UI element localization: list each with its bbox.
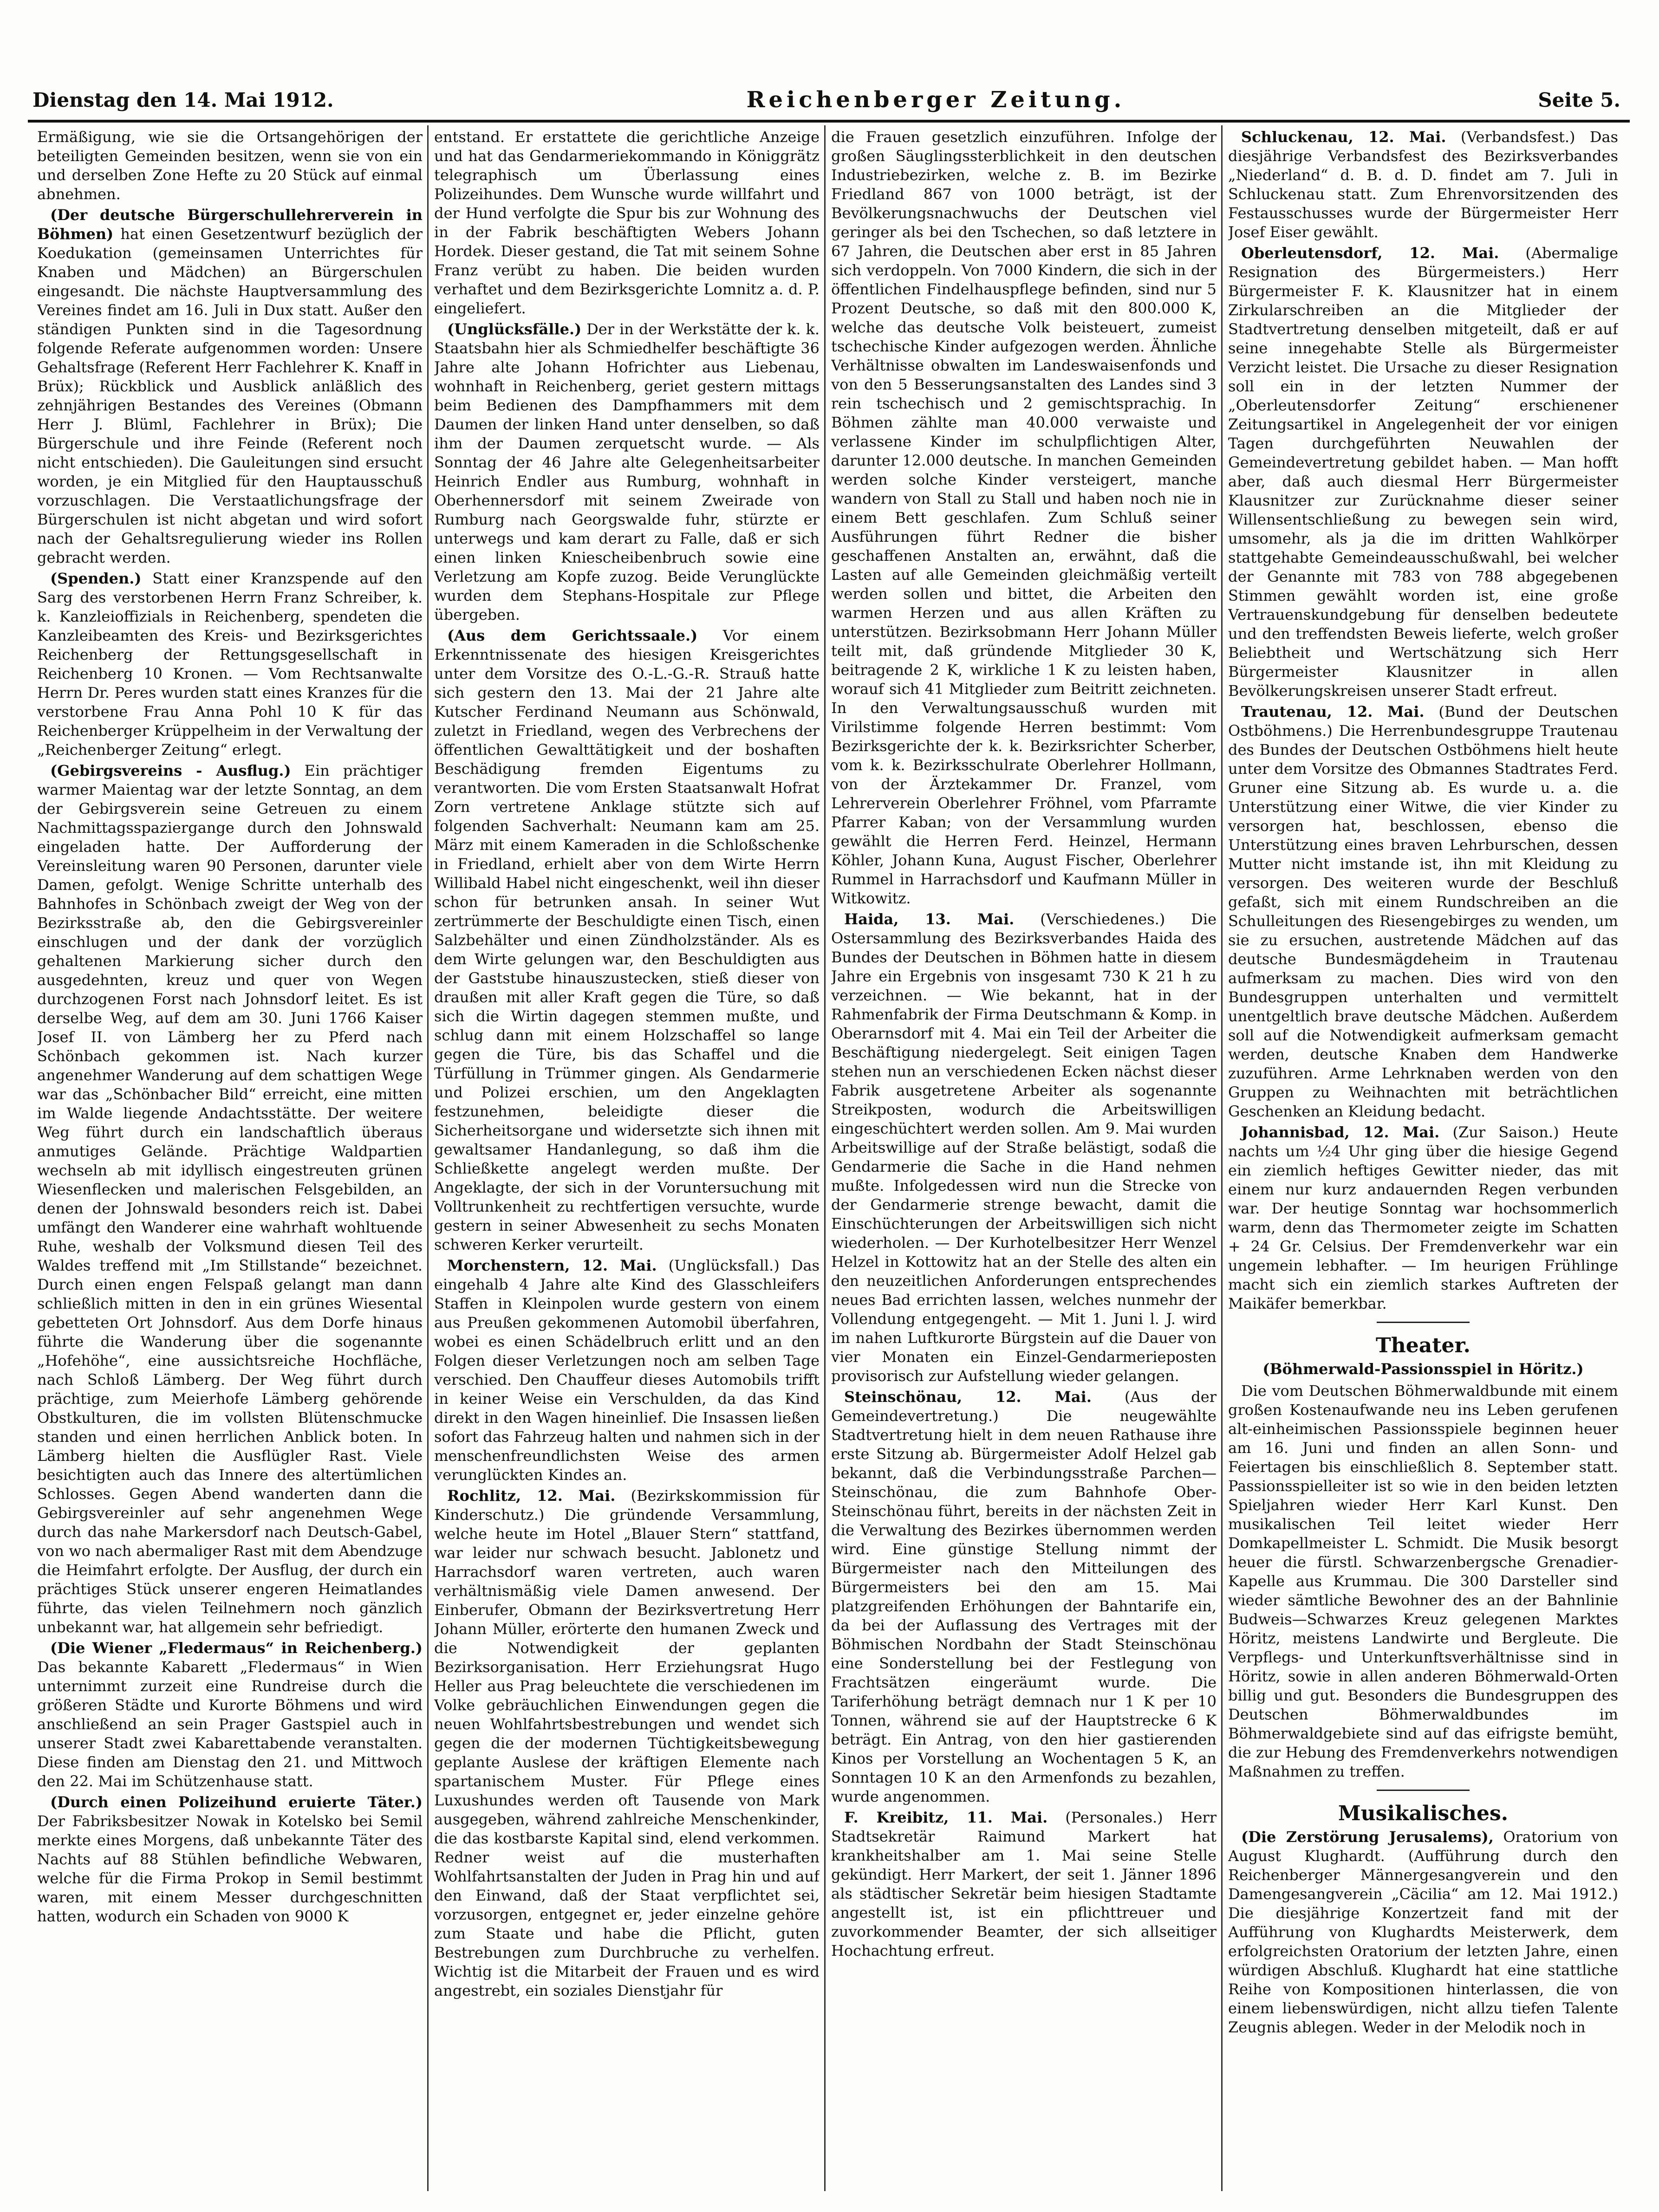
article-text: (Aus der Gemeindevertretung.) Die neugewählte Stadtvertretung hielt in dem neuen Rathause ihre erste Sitzung ab. Bürgermeister Adolf Helzel gab bekannt, daß die Verbindungsstraße Parchen—Steinschönau, die zum Bahnhofe Ober-Steinschönau führt, bereits in der nächsten Zeit in die Verwaltung des Bezirkes übernommen werden wird. Eine günstige Stellung nimmt der Bürgermeister nach den Mitteilungen des Bürgermeisters bei den am 15. Mai platzgreifenden Erhöhungen der Bahntarife ein, da bei der Auflassung des Vertrages mit der Böhmischen Nordbahn der Stadt Steinschönau eine Sonderstellung bei der Festlegung von Frachtsätzen eingeräumt wurde. Die Tariferhöhung beträgt demnach nur 1 K per 10 Tonnen, während sie auf der Hauptstrecke 6 K beträgt. Ein Antrag, von den hier gastierenden Kinos per Vorstellung an Wochentagen 5 K, an Sonntagen 10 K an den Armenfonds zu bezahlen, wurde angenommen. <box>831 1388 1217 1805</box>
article-text: Der Fabriksbesitzer Nowak in Kotelsko bei Semil merkte eines Morgens, daß unbekannte Täter des Nachts auf 88 Stühlen befindliche Webwaren, welche für die Firma Prokop in Semil bestimmt waren, mit einem Messer durchgeschnitten hatten, wodurch ein Schaden von 9000 K <box>37 1812 423 1925</box>
theater-heading: Theater. <box>1375 1334 1470 1357</box>
column-divider <box>824 125 826 2191</box>
article-text: Der in der Werkstätte der k. k. Staatsbahn hier als Schmiedhelfer beschäftigte 36 Jahre alte Johann Hofrichter aus Liebenau, wohnhaft in Reichenberg, geriet gestern mittags beim Bedienen des Dampfhammers mit dem Daumen der linken Hand unter denselben, so daß ihm der Daumen zerquetscht wurde. — Als Sonntag der 46 Jahre alte Gelegenheitsarbeiter Heinrich Endler aus Rumburg, wohnhaft in Oberhennersdorf mit seinem Zweirade von Rumburg nach Georgswalde fuhr, stürzte er unterwegs und kam derart zu Falle, daß er sich einen linken Kniescheibenbruch sowie eine Verletzung am Kopfe zuzog. Beide Verunglückte wurden dem Stephans-Hospitale zur Pflege übergeben. <box>434 320 820 623</box>
article-text: Das bekannte Kabarett „Fledermaus“ in Wien unternimmt zurzeit eine Rundreise durch die größeren Städte und Kurorte Böhmens und wird anschließend an sein Prager Gastspiel auch in unserer Stadt zwei Kabarettabende veranstalten. Diese finden am Dienstag den 21. und Mittwoch den 22. Mai im Schützenhause statt. <box>37 1658 423 1790</box>
article-paragraph <box>831 1388 1217 1806</box>
article-text: hat einen Gesetzentwurf bezüglich der Koedukation (gemeinsamen Unterrichtes für Knaben und Mädchen) an Bürgerschulen eingesandt. Die nächste Hauptversammlung des Vereines findet am 16. Juli in Dux statt. Außer den ständigen Punkten sind in die Tagesordnung folgende Referate aufgenommen worden: Unsere Gehaltsfrage (Referent Herr Fachlehrer K. Knaff in Brüx); Rückblick und Ausblick anläßlich des zehnjährigen Bestandes des Vereines (Obmann Herr J. Blüml, Fachlehrer in Brüx); Die Bürgerschule und ihre Feinde (Referent noch nicht entschieden). Die Gauleitungen sind ersucht worden, je ein Mitglied für den Hauptausschuß vorzuschlagen. Die Verstaatlichungsfrage der Bürgerschulen ist nicht abgetan und wird sofort nach der Gehaltsregulierung wieder ins Rollen gebracht werden. <box>37 225 423 566</box>
column-4-articles <box>1228 128 1618 1313</box>
column-divider <box>1221 125 1223 2191</box>
article-text: (Bezirkskommission für Kinderschutz.) Die gründende Versammlung, welche heute im Hotel „Blauer Stern“ stattfand, war leider nur schwach besucht. Jablonetz und Harrachsdorf waren vertreten, auch waren verhältnismäßig viele Damen anwesend. Der Einberufer, Obmann der Bezirksvertretung Herr Johann Müller, erörterte den humanen Zweck und die Notwendigkeit der geplanten Bezirksorganisation. Herr Erziehungsrat Hugo Heller aus Prag beleuchtete die verschiedenen im Volke gebräuchlichen Einwendungen gegen die neuen Wohlfahrtsbestrebungen und wendet sich gegen die der modernen Tüchtigkeitsbewegung geplante Auslese der kräftigen Elemente nach spartanischem Muster. Für Pflege eines Luxushundes werden oft Tausende von Mark ausgegeben, während zahlreiche Menschenkinder, die das kostbarste Kapital sind, elend verkommen. Redner weist auf die musterhaften Wohlfahrtsanstalten der Juden in Prag hin und auf den Einwand, daß der Staat verpflichtet sei, vorzusorgen, entgegnet er, jeder einzelne gehöre zum Staate und habe die Pflicht, guten Bestrebungen zum Durchbruche zu verhelfen. Wichtig ist die Mitarbeit der Frauen und es wird angestrebt, ein soziales Dienstjahr für <box>434 1487 820 1999</box>
article-title: (Die Wiener „Fledermaus“ in Reichenberg.) <box>50 1639 423 1657</box>
article-text: Ermäßigung, wie sie die Ortsangehörigen der beteiligten Gemeinden besitzen, wenn sie von ein und derselben Zone Hefte zu 20 Stück auf einmal abnehmen. <box>37 128 423 203</box>
article-paragraph <box>1228 1123 1618 1313</box>
article-title: (Aus dem Gerichtssaale.) <box>447 627 698 644</box>
article-paragraph <box>434 626 820 1254</box>
page-header <box>33 84 1620 116</box>
article-title: Trautenau, 12. Mai. <box>1241 703 1425 720</box>
article-title: (Durch einen Polizeihund eruierte Täter.) <box>50 1793 423 1811</box>
article-text: (Verbandsfest.) Das diesjährige Verbandsfest des Bezirksverbandes „Niederland“ d. B. d. D. findet am 7. Juli in Schluckenau statt. Zum Ehrenvorsitzenden des Festausschusses wurde der Bürgermeister Herr Josef Eiser gewählt. <box>1228 128 1618 241</box>
article-paragraph <box>1228 702 1618 1121</box>
article-text: Ein prächtiger warmer Maientag war der letzte Sonntag, an dem der Gebirgsverein seine Getreuen zu einem Nachmittagsspaziergange durch den Johnswald eingeladen hatte. Der Aufforderung der Vereinsleitung waren 90 Personen, darunter viele Damen, gefolgt. Wenige Schritte unterhalb des Bahnhofes in Schönbach zweigt der Weg von der Bezirksstraße ab, den die Gebirgsvereinler einschlugen und der dank der vorzüglich gehaltenen Markierung sicher durch den ausgedehnten, kreuz und quer von Wegen durchzogenen Forst nach Johnsdorf leitet. Es ist derselbe Weg, auf dem am 30. Juni 1766 Kaiser Josef II. von Lämberg her zu Pferd nach Schönbach gekommen ist. Nach kurzer angenehmer Wanderung auf dem schattigen Wege war das „Schönbacher Bild“ erreicht, eine mitten im Walde liegende Andachtsstätte. Der weitere Weg führt durch ein landschaftlich überaus anmutiges Gelände. Prächtige Waldpartien wechseln ab mit idyllisch eingestreuten grünen Wiesenflecken und malerischen Felsgebilden, an denen der Johnswald besonders reich ist. Dabei umfängt den Wanderer eine wahrhaft wohltuende Ruhe, weshalb der Volksmund diesen Teil des Waldes treffend mit „Im Stillstande“ bezeichnet. Durch einen engen Felspaß gelangt man dann schließlich mitten in den in ein grünes Wiesental gebetteten Ort Johnsdorf. Aus dem Dorfe hinaus führte die Wanderung über die sogenannte „Hofehöhe“, eine aussichtsreiche Hochfläche, nach Schloß Lämberg. Der Weg führt durch prächtige, zum Meierhofe Lämberg gehörende Obstkulturen, die im vollsten Blütenschmucke standen und einen herrlichen Anblick boten. In Lämberg hielten die Ausflügler Rast. Viele besichtigten auch das Innere des altertümlichen Schlosses. Gegen Abend wanderten dann die Gebirgsvereinler auf sehr angenehmen Wege durch das nahe Markersdorf nach Deutsch-Gabel, von wo nach abermaliger Rast mit dem Abendzuge die Heimfahrt erfolgte. Der Ausflug, der durch ein prächtiges Stück unserer engeren Heimatlandes führte, das vielen Teilnehmern noch gänzlich unbekannt war, hat allgemein sehr befriedigt. <box>37 762 423 1636</box>
header-page-number: Seite 5. <box>1538 88 1620 111</box>
article-paragraph <box>37 1793 423 1926</box>
article-title: Oberleutensdorf, 12. Mai. <box>1241 244 1499 262</box>
article-text: Statt einer Kranzspende auf den Sarg des verstorbenen Herrn Franz Schreiber, k. k. Kanzleioffizials in Reichenberg, spendeten die Kanzleibeamten des Kreis- und Bezirksgerichtes Reichenberg der Rettungsgesellschaft in Reichenberg 10 Kronen. — Vom Rechtsanwalte Herrn Dr. Peres wurden statt eines Kranzes für die verstorbene Frau Anna Pohl 10 K für das Reichenberger Krüppelheim in der Verwaltung der „Reichenberger Zeitung“ erlegt. <box>37 570 423 759</box>
article-paragraph <box>831 128 1217 908</box>
section-rule <box>1377 1322 1470 1323</box>
article-text: (Verschiedenes.) Die Ostersammlung des Bezirksverbandes Haida des Bundes der Deutschen in Böhmen hatte in diesem Jahre ein Ergebnis von insgesamt 730 K 21 h zu verzeichnen. — Wie bekannt, hat in der Rahmenfabrik der Firma Deutschmann & Komp. in Oberarnsdorf mit 4. Mai ein Teil der Arbeiter die Beschäftigung niedergelegt. Seit einigen Tagen stehen nun an verschiedenen Ecken nächst dieser Fabrik ausgetretene Arbeiter als sogenannte Streikposten, wodurch die Arbeitswilligen eingeschüchtert werden sollen. Am 9. Mai wurden Arbeitswillige auf der Straße belästigt, sodaß die Gendarmerie die Sache in die Hand nehmen mußte. Infolgedessen wird nun die Strecke von der Gendarmerie strenge bewacht, damit die Einschüchterungen der Arbeitswilligen sich nicht wiederholen. — Der Kurhotelbesitzer Herr Wenzel Helzel in Kottowitz hat an der Stelle des alten ein den neuzeitlichen Anforderungen entsprechendes neues Bad errichten lassen, welches nunmehr der Vollendung entgegengeht. — Mit 1. Juni l. J. wird im nahen Luftkurorte Bürgstein auf die Dauer von vier Monaten ein Einzel-Gendarmerieposten provisorisch zur Aufstellung wieder gelangen. <box>831 910 1217 1385</box>
article-paragraph <box>37 569 423 759</box>
theater-subheading: (Böhmerwald-Passionsspiel in Höritz.) <box>1262 1360 1584 1378</box>
theater-text: Die vom Deutschen Böhmerwaldbunde mit einem großen Kostenaufwande neu ins Leben gerufenen alt-einheimischen Passionsspiele beginnen heuer am 16. Juni und finden an allen Sonn- und Feiertagen bis einschließlich 8. September statt. Passionsspielleiter ist so wie in den beiden letzten Spieljahren wieder Herr Karl Kunst. Den musikalischen Teil leitet wieder Herr Domkapellmeister L. Schmidt. Die Musik besorgt heuer die fürstl. Schwarzenbergsche Grenadier-Kapelle aus Krummau. Die 300 Darsteller sind wieder sämtliche Bewohner des an der Bahnlinie Budweis—Schwarzes Kreuz gelegenen Marktes Höritz, meistens Landwirte und Bergleute. Die Verpflegs- und Unterkunftsverhältnisse sind in Höritz, sowie in allen anderen Böhmerwald-Orten billig und gut. Besonders die Bundesgruppen des Deutschen Böhmerwaldbundes im Böhmerwaldgebiete sind auf das eifrigste bemüht, die zur Hebung des Fremdenverkehrs notwendigen Maßnahmen zu treffen. <box>1228 1382 1618 1780</box>
article-paragraph <box>37 1639 423 1791</box>
article-text: (Abermalige Resignation des Bürgermeisters.) Herr Bürgermeister F. K. Klausnitzer hat in einem Zirkularschreiben an die Mitglieder der Stadtvertretung denselben mitgeteilt, daß er auf seine innegehabte Stelle als Bürgermeister Verzicht leistet. Die Ursache zu dieser Resignation soll ein in der letzten Nummer der „Oberleutensdorfer Zeitung“ erschienener Zeitungsartikel in Angelegenheit der vor einigen Tagen durchgeführten Neuwahlen der Gemeindevertretung gebildet haben. — Man hofft aber, daß auch diesmal Herr Bürgermeister Klausnitzer zur Zurücknahme dieser seiner Willensentschließung zu bewegen sein wird, umsomehr, als ja die im dritten Wahlkörper stattgehabte Gemeindeausschußwahl, bei welcher der Genannte mit 783 von 788 abgegebenen Stimmen gewählt worden ist, eine große Vertrauenskundgebung für denselben bedeutete und den treffendsten Beweis lieferte, welch großer Beliebtheit und Wertschätzung sich Herr Bürgermeister Klausnitzer in allen Bevölkerungskreisen unserer Stadt erfreut. <box>1228 244 1618 700</box>
article-paragraph <box>434 320 820 624</box>
article-text: Vor einem Erkenntnissenate des hiesigen Kreisgerichtes unter dem Vorsitze des O.-L.-G.-R. Strauß hatte sich gestern den 13. Mai der 21 Jahre alte Kutscher Ferdinand Neumann aus Schönwald, zuletzt in Friedland, wegen des Verbrechens der öffentlichen Gewalttätigkeit und der boshaften Beschädigung fremden Eigentums zu verantworten. Die vom Ersten Staatsanwalt Hofrat Zorn vertretene Anklage stützte sich auf folgenden Sachverhalt: Neumann kam am 25. März mit einem Kameraden in die Schloßschenke in Friedland, erhielt aber von dem Wirte Herrn Willibald Habel nicht eingeschenkt, weil ihn dieser schon für betrunken ansah. In seiner Wut zertrümmerte der Beschuldigte einen Tisch, einen Salzbehälter und einen Zündholzständer. Als es dem Wirte gelungen war, den Beschuldigten aus der Gaststube hinauszustecken, stieß dieser von draußen mit aller Kraft gegen die Türe, so daß sich die Wirtin dagegen stemmen mußte, und schlug dann mit einem Holzschaffel so lange gegen die Türe, bis das Schaffel und die Türfüllung in Trümmer gingen. Als Gendarmerie und Polizei erschien, um den Angeklagten festzunehmen, beleidigte dieser die Sicherheitsorgane und widersetzte sich ihnen mit gewaltsamer Handanlegung, so daß ihm die Schließkette angelegt werden mußte. Der Angeklagte, der sich in der Voruntersuchung mit Volltrunkenheit zu rechtfertigen versuchte, wurde gestern in seiner Abwesenheit zu sechs Monaten schweren Kerker verurteilt. <box>434 627 820 1253</box>
article-title: Morchenstern, 12. Mai. <box>447 1257 657 1274</box>
article-title: Schluckenau, 12. Mai. <box>1241 128 1446 146</box>
column-2 <box>434 128 820 2189</box>
header-rule <box>28 120 1630 123</box>
music-text: Oratorium von August Klughardt. (Aufführung durch den Reichenberger Männergesangverein und den Damengesangverein „Cäcilia“ am 12. Mai 1912.) Die diesjährige Konzertzeit fand mit der Aufführung von Klughardts Meisterwerk, dem erfolgreichsten Oratorium der letzten Jahre, einen würdigen Abschluß. Klughardt hat eine stattliche Reihe von Kompositionen hinterlassen, die von einem liebenswürdigen, nicht allzu tiefen Talente Zeugnis ablegen. Weder in der Melodik noch in <box>1228 1828 1618 2036</box>
article-text: (Zur Saison.) Heute nachts um ½4 Uhr ging über die hiesige Gegend ein ziemlich heftiges Gewitter nieder, das mit einem nur kurz andauernden Regen verbunden war. Der heutige Sonntag war hochsommerlich warm, denn das Thermometer zeigte im Schatten + 24 Gr. Celsius. Der Fremdenverkehr war ein ungemein lebhafter. — Im heurigen Frühlinge macht sich ein ziemlich starkes Auftreten der Maikäfer bemerkbar. <box>1228 1123 1618 1312</box>
article-title: (Der deutsche Bürgerschullehrerverein in Böhmen) <box>37 206 423 243</box>
article-text: die Frauen gesetzlich einzuführen. Infolge der großen Säuglingssterblichkeit in den deutschen Industriebezirken, welche z. B. im Bezirke Friedland 867 von 1000 beträgt, ist der Bevölkerungsnachwuchs der Deutschen viel geringer als bei den Tschechen, so daß letztere in 67 Jahren, die Deutschen aber erst in 85 Jahren sich verdoppeln. Von 7000 Kindern, die sich in der öffentlichen Findelhauspflege befinden, sind nur 5 Prozent Deutsche, so daß mit den 800.000 K, welche das deutsche Volk beisteuert, zumeist tschechische Kinder aufgezogen werden. Ähnliche Verhältnisse obwalten im Landeswaisenfonds und von den 5 Besserungsanstalten des Landes sind 3 rein tschechisch und 2 gemischtsprachig. In Böhmen zählte man 40.000 verwaiste und verlassene Kinder im schulpflichtigen Alter, darunter 12.000 deutsche. In manchen Gemeinden werden solche Kinder versteigert, manche wandern von Stall zu Stall und haben noch nie in einem Bett geschlafen. Zum Schluß seiner Ausführungen führt Redner die bisher geschaffenen Anstalten an, erwähnt, daß die Lasten auf alle Gemeinden gleichmäßig verteilt werden sollen und bittet, die Arbeiten den warmen Herzen und aus allen Kräften zu unterstützen. Bezirksobmann Herr Johann Müller teilt mit, daß gründende Mitglieder 30 K, beitragende 2 K, wirkliche 1 K zu leisten haben, worauf sich 41 Mitglieder zum Beitritt zeichneten. In den Verwaltungsausschuß wurden mit Virilstimme folgende Herren bestimmt: Vom Bezirksgerichte der k. k. Bezirksrichter Scherber, vom k. k. Bezirksschulrate Oberlehrer Hollmann, von der Ärztekammer Dr. Franzel, vom Lehrerverein Oberlehrer Fröhnel, vom Pfarramte Pfarrer Kaban; von der Versammlung wurden gewählt die Herren Ferd. Heinzel, Hermann Köhler, Johann Kuna, August Fischer, Oberlehrer Rummel in Harrachsdorf und Kaufmann Müller in Witkowitz. <box>831 128 1217 907</box>
music-lead: (Die Zerstörung Jerusalems), <box>1241 1828 1494 1846</box>
music-heading: Musikalisches. <box>1338 1802 1509 1825</box>
article-title: (Unglücksfälle.) <box>447 320 582 338</box>
article-text: (Unglücksfall.) Das eingehalb 4 Jahre alte Kind des Glasschleifers Staffen in Kleinpolen wurde gestern von einem aus Preußen gekommenen Automobil überfahren, wobei es einen Schädelbruch erlitt und an den Folgen dieser Verletzungen noch am selben Tage verschied. Den Chauffeur dieses Automobils trifft in keiner Weise ein Verschulden, da das Kind direkt in den Wagen hineinlief. Die Insassen ließen sofort das Fahrzeug halten und nahmen sich in der menschenfreundlichsten Weise des armen verunglückten Kindes an. <box>434 1257 820 1484</box>
article-title: Rochlitz, 12. Mai. <box>447 1487 616 1505</box>
header-date: Dienstag den 14. Mai 1912. <box>33 88 334 111</box>
article-title: Haida, 13. Mai. <box>844 910 1015 928</box>
article-text: (Bund der Deutschen Ostböhmens.) Die Herrenbundesgruppe Trautenau des Bundes der Deutschen Ostböhmens hielt heute unter dem Vorsitze des Obmannes Stadtrates Ferd. Gruner eine Sitzung ab. Es wurde u. a. die Unterstützung einer Witwe, die vier Kinder zu versorgen hat, beschlossen, ebenso die Unterstützung eines braven Lehrburschen, dessen Mutter nicht imstande ist, ihn mit Kleidung zu versorgen. Des weiteren wurde der Beschluß gefaßt, sich mit einem Rundschreiben an die Schulleitungen des Riesengebirges zu wenden, um sie zu ersuchen, austretende Mädchen auf das deutsche Bundesmägdeheim in Trautenau aufmerksam zu machen. Dies wird von den Bundesgruppen unterhalten und vermittelt unentgeltlich brave deutsche Mädchen. Außerdem soll auf die Notwendigkeit aufmerksam gemacht werden, deutsche Knaben dem Handwerke zuzuführen. Arme Lehrknaben werden von den Gruppen zu Weihnachten mit beträchtlichen Geschenken an Kleidung bedacht. <box>1228 703 1618 1120</box>
article-paragraph <box>434 128 820 318</box>
article-paragraph <box>434 1256 820 1485</box>
article-paragraph <box>37 761 423 1637</box>
article-title: Johannisbad, 12. Mai. <box>1241 1123 1440 1141</box>
column-4 <box>1228 128 1618 2189</box>
article-paragraph <box>831 1808 1217 1960</box>
masthead: Reichenberger Zeitung. <box>746 87 1126 113</box>
music-article <box>1228 1828 1618 2037</box>
column-divider <box>427 125 429 2191</box>
article-title: (Gebirgsvereins - Ausflug.) <box>50 762 291 779</box>
article-title: Steinschönau, 12. Mai. <box>844 1388 1092 1406</box>
column-1 <box>37 128 423 2189</box>
article-title: (Spenden.) <box>50 570 142 587</box>
article-paragraph <box>1228 244 1618 701</box>
article-paragraph <box>37 206 423 567</box>
article-paragraph <box>1228 128 1618 242</box>
column-3 <box>831 128 1217 2189</box>
article-paragraph <box>434 1486 820 2000</box>
article-title: F. Kreibitz, 11. Mai. <box>844 1809 1048 1826</box>
section-rule <box>1377 1790 1470 1791</box>
article-paragraph <box>37 128 423 204</box>
article-text: entstand. Er erstattete die gerichtliche Anzeige und hat das Gendarmeriekommando in Königgrätz telegraphisch um Überlassung eines Polizeihundes. Dem Wunsche wurde willfahrt und der Hund verfolgte die Spur bis zur Wohnung des in der Fabrik beschäftigten Webers Johann Hordek. Dieser gestand, die Tat mit seinem Sohne Franz verübt zu haben. Die beiden wurden verhaftet und dem Bezirksgerichte Lomnitz a. d. P. eingeliefert. <box>434 128 820 317</box>
article-paragraph <box>831 910 1217 1386</box>
article-text: (Personales.) Herr Stadtsekretär Raimund Markert hat krankheitshalber am 1. Mai seine Stelle gekündigt. Herr Markert, der seit 1. Jänner 1896 als städtischer Sekretär beim hiesigen Stadtamte angestellt ist, ist ein pflichttreuer und zuvorkommender Beamter, der sich allseitiger Hochachtung erfreut. <box>831 1809 1217 1959</box>
